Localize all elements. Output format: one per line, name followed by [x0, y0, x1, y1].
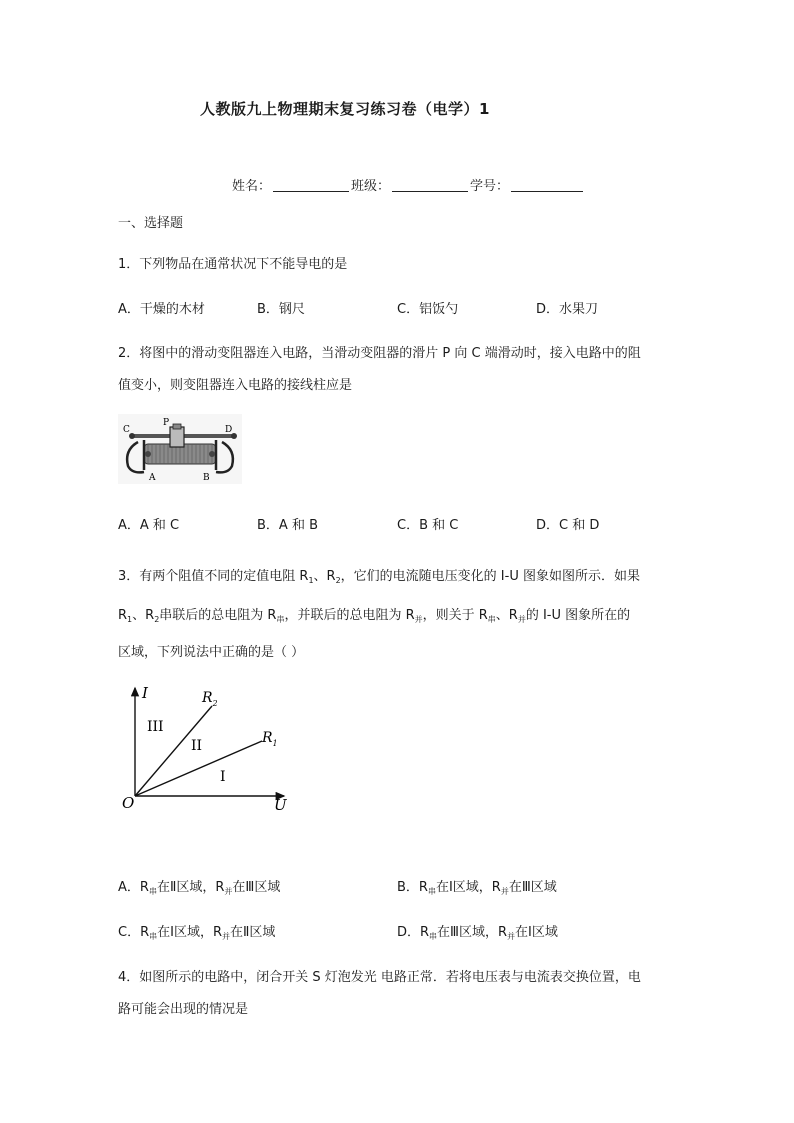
label-b: B	[203, 473, 210, 483]
terminal-a	[145, 451, 151, 457]
label-a: A	[149, 473, 156, 483]
region-3-label: III	[147, 719, 164, 735]
q2-stem-line1: 2．将图中的滑动变阻器连入电路，当滑动变阻器的滑片 P 向 C 端滑动时，接入电路中的阻	[118, 346, 641, 361]
r2-label: $R_2$	[202, 690, 218, 708]
rheostat-figure	[118, 414, 242, 484]
q2-option-a: A．A 和 C	[118, 518, 180, 533]
q3-option-a: A．$R_串$在Ⅱ区域，$R_并$在Ⅲ区域	[118, 880, 281, 896]
region-2-label: II	[191, 738, 203, 754]
id-label: 学号：	[470, 179, 510, 194]
q1-option-b: B．钢尺	[257, 302, 305, 317]
q2-option-b: B．A 和 B	[257, 518, 318, 533]
slider-knob	[173, 424, 181, 429]
q2-option-d: D．C 和 D	[536, 518, 600, 533]
class-blank	[392, 178, 468, 192]
region-1-label: I	[220, 769, 226, 785]
slider-p	[170, 427, 184, 447]
q3-option-b: B．$R_串$在Ⅰ区域，$R_并$在Ⅲ区域	[397, 880, 557, 896]
name-blank	[273, 178, 349, 192]
q1-stem: 1．下列物品在通常状况下不能导电的是	[118, 257, 348, 272]
class-label: 班级：	[351, 179, 391, 194]
terminal-c	[129, 433, 135, 439]
i-axis-label: I	[142, 684, 148, 702]
q3-stem-line3: 区域，下列说法中正确的是（ ）	[118, 645, 305, 660]
q1-option-c: C．铝饭勺	[397, 302, 459, 317]
name-label: 姓名：	[232, 179, 272, 194]
u-axis-label: U	[274, 796, 287, 814]
section-heading: 一、选择题	[118, 216, 184, 231]
student-info-line	[232, 175, 585, 194]
q4-stem-line2: 路可能会出现的情况是	[118, 1002, 249, 1017]
q3-stem-line1: 3．有两个阻值不同的定值电阻 $R_1$、$R_2$，它们的电流随电压变化的 I-U 图象如图所示．如果	[118, 569, 640, 585]
label-p: P	[163, 418, 170, 428]
q4-stem-line1: 4．如图所示的电路中，闭合开关 S 灯泡发光 电路正常．若将电压表与电流表交换位置，电	[118, 970, 641, 985]
q1-option-d: D．水果刀	[536, 302, 599, 317]
terminal-b	[209, 451, 215, 457]
label-c: C	[123, 425, 130, 435]
iu-graph	[116, 682, 296, 814]
id-blank	[511, 178, 583, 192]
q3-option-d: D．$R_串$在Ⅲ区域，$R_并$在Ⅰ区域	[397, 925, 558, 941]
q1-option-a: A．干燥的木材	[118, 302, 205, 317]
q3-stem-line2: $R_1$、$R_2$串联后的总电阻为 $R_串$，并联后的总电阻为 $R_并$，则关于 $R_串$、$R_并$的 I-U 图象所在的	[118, 608, 631, 624]
q2-stem-line2: 值变小，则变阻器连入电路的接线柱应是	[118, 378, 353, 393]
q3-option-c: C．$R_串$在Ⅰ区域，$R_并$在Ⅱ区域	[118, 925, 276, 941]
q2-option-c: C．B 和 C	[397, 518, 459, 533]
r1-label: $R_1$	[262, 730, 278, 748]
label-d: D	[225, 425, 233, 435]
origin-label: O	[122, 794, 135, 812]
page-title: 人教版九上物理期末复习练习卷（电学）1	[200, 100, 490, 118]
